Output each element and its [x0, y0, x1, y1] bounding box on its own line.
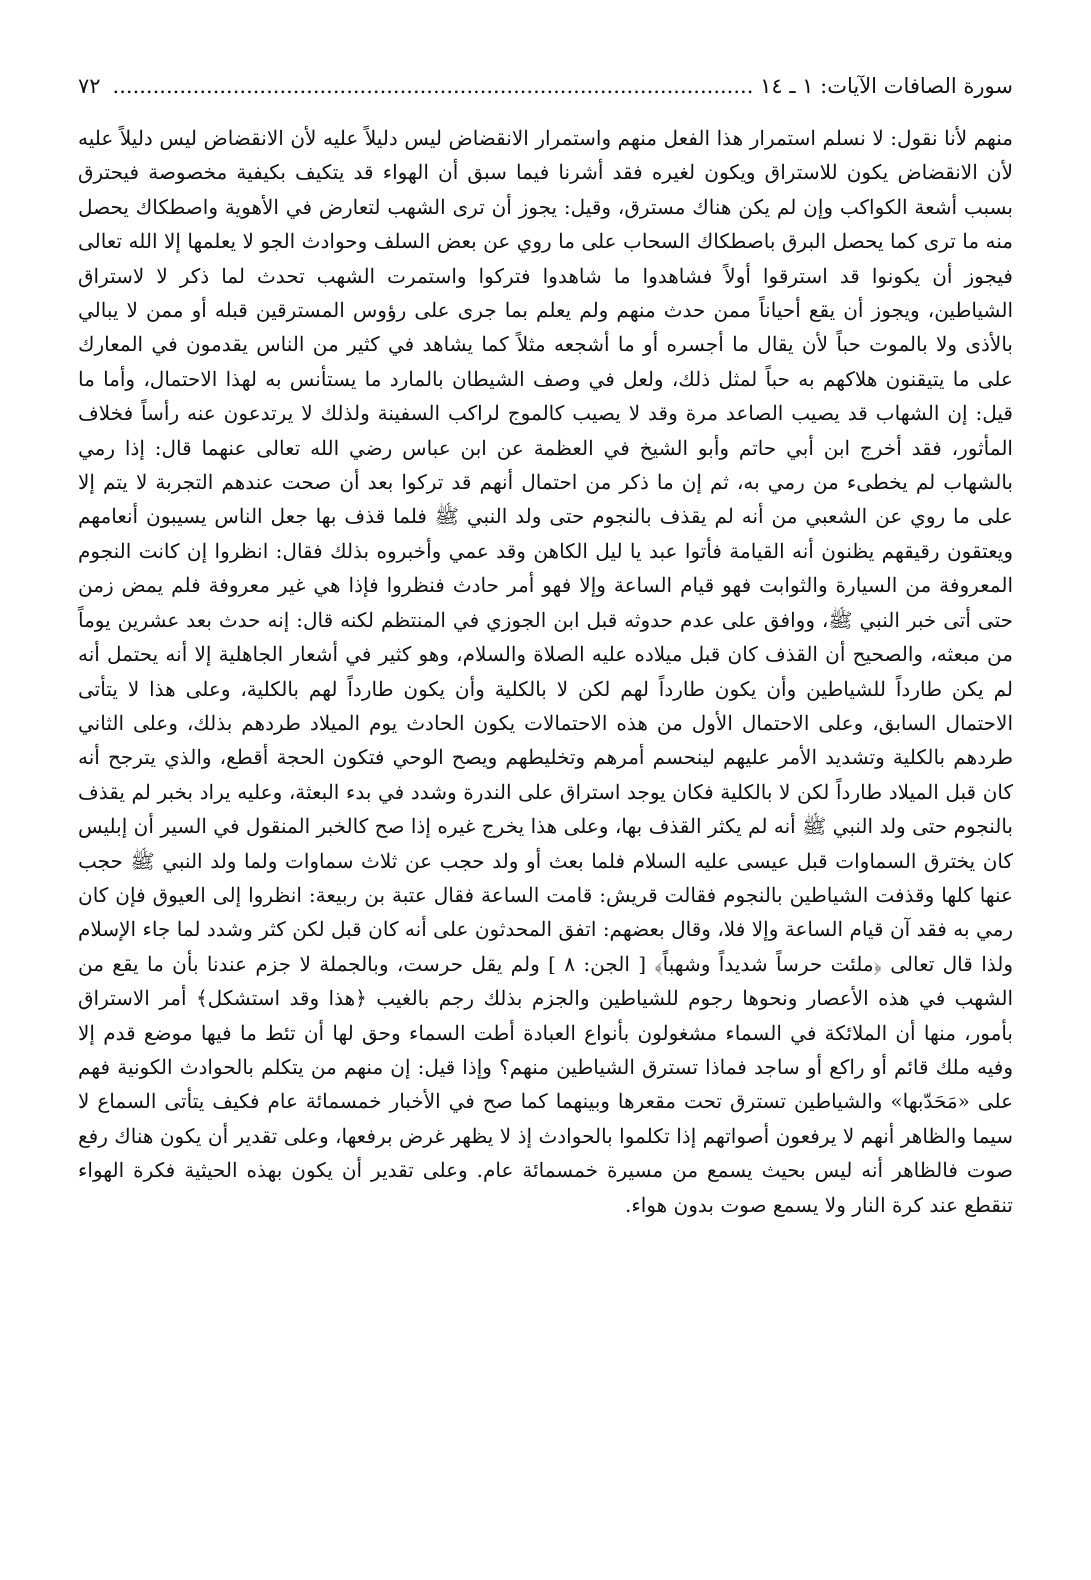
chapter-title: سورة الصافات الآيات: ١ ـ ١٤ ..... [111, 74, 1013, 98]
page-number: ٧٢ [78, 74, 101, 98]
page [78, 74, 1013, 1222]
paragraph: منهم لأنا نقول: لا نسلم استمرار هذا الفعل منهم واستمرار الانقضاض ليس دليلاً عليه لأن الانقضاض ليس دليلاً عليه لأن الانقضاض يكون للاستراق ويكون لغيره فقد أشرنا فيما سبق أن الهواء قد يتكيف بكيفية مخصوصة فيحترق بسبب أشعة الكواكب وإن لم يكن هناك مسترق، وقيل: يجوز أن ترى الشهب لتعارض في الأهوية واصطكاك يحصل منه ما ترى كما يحصل البرق باصطكاك السحاب على ما روي عن بعض السلف وحوادث الجو لا يعلمها إلا الله تعالى فيجوز أن يكونوا قد استرقوا أولاً فشاهدوا ما شاهدوا فتركوا واستمرت الشهب تحدث لما ذكر لا لاستراق الشياطين، ويجوز أن يقع أحياناً ممن حدث منهم ولم يعلم بما جرى على رؤوس المسترقين قبله أو ممن لا يبالي بالأذى ولا بالموت حباً لأن يقال ما أجسره أو ما أشجعه مثلاً كما يشاهد في كثير من الناس يقدمون في المعارك على ما يتيقنون هلاكهم به حباً لمثل ذلك، ولعل في وصف الشيطان بالمارد ما يستأنس به لهذا الاحتمال، وأما ما قيل: إن الشهاب قد يصيب الصاعد مرة وقد لا يصيب كالموج لراكب السفينة ولذلك لا يرتدعون عنه رأساً فخلاف المأثور، فقد أخرج ابن أبي حاتم وأبو الشيخ في العظمة عن ابن عباس رضي الله تعالى عنهما قال: إذا رمي بالشهاب لم يخطىء من رمي به، ثم إن ما ذكر من احتمال أنهم قد تركوا بعد أن صحت عندهم التجربة لا يتم إلا على ما روي عن الشعبي من أنه لم يقذف بالنجوم حتى ولد النبي ﷺ فلما قذف بها جعل الناس يسيبون أنعامهم ويعتقون رقيقهم يظنون أنه القيامة فأتوا عبد يا ليل الكاهن وقد عمي وأخبروه بذلك فقال: انظروا إن كانت النجوم المعروفة من السيارة والثوابت فهو قيام الساعة وإلا فهو أمر حادث فنظروا فإذا هي غير معروفة فلم يمض زمن حتى أتى خبر النبي ﷺ، ووافق على عدم حدوثه قبل ابن الجوزي في المنتظم لكنه قال: إنه حدث بعد عشرين يوماً من مبعثه، والصحيح أن القذف كان قبل ميلاده عليه الصلاة والسلام، وهو كثير في أشعار الجاهلية إلا أنه يحتمل أنه لم يكن طارداً للشياطين وأن يكون طارداً لهم لكن لا بالكلية وأن يكون طارداً لهم بالكلية، وعلى هذا لا يتأتى الاحتمال السابق، وعلى الاحتمال الأول من هذه الاحتمالات يكون الحادث يوم الميلاد طردهم بذلك، وعلى الثاني طردهم بالكلية وتشديد الأمر عليهم لينحسم أمرهم وتخليطهم ويصح الوحي فتكون الحجة أقطع، والذي يترجح أنه كان قبل الميلاد طارداً لكن لا بالكلية فكان يوجد استراق على الندرة وشدد في بدء البعثة، وعليه يراد بخبر لم يقذف بالنجوم حتى ولد النبي ﷺ أنه لم يكثر القذف بها، وعلى هذا يخرج غيره إذا صح كالخبر المنقول في السير أن إبليس كان يخترق السماوات قبل عيسى عليه السلام فلما بعث أو ولد حجب عن ثلاث سماوات ولما ولد النبي ﷺ حجب عنها كلها وقذفت الشياطين بالنجوم فقالت قريش: قامت الساعة فقال عتبة بن ربيعة: انظروا إلى العيوق فإن كان رمي به فقد آن قيام الساعة وإلا فلا، وقال بعضهم: اتفق المحدثون على أنه كان قبل لكن كثر وشدد لما جاء الإسلام ولذا قال تعالى ﴿ملئت حرساً شديداً وشهباً﴾ [ الجن: ٨ ] ولم يقل حرست، وبالجملة لا جزم عندنا بأن ما يقع من الشهب في هذه الأعصار ونحوها رجوم للشياطين والجزم بذلك رجم بالغيب ﴿هذا وقد استشكل﴾ أمر الاستراق بأمور، منها أن الملائكة في السماء مشغولون بأنواع العبادة أطت السماء وحق لها أن تئط ما فيها موضع قدم إلا وفيه ملك قائم أو راكع أو ساجد فماذا تسترق الشياطين منهم؟ وإذا قيل: إن منهم من يتكلم بالحوادث الكونية فهم على «مَحَدّبها» والشياطين تسترق تحت مقعرها وبينهما كما صح في الأخبار خمسمائة عام فكيف يتأتى السماع لا سيما والظاهر أنهم لا يرفعون أصواتهم إذا تكلموا بالحوادث إذ لا يظهر غرض برفعها، وعلى تقدير أن يكون هناك رفع صوت فالظاهر أنه ليس بحيث يسمع من مسيرة خمسمائة عام. وعلى تقدير أن يكون بهذه الحيثية فكرة الهواء تنقطع عند كرة النار ولا يسمع صوت بدون هواء. [78, 126, 1014, 1217]
body-text [78, 121, 1013, 1222]
running-head [78, 74, 1013, 109]
